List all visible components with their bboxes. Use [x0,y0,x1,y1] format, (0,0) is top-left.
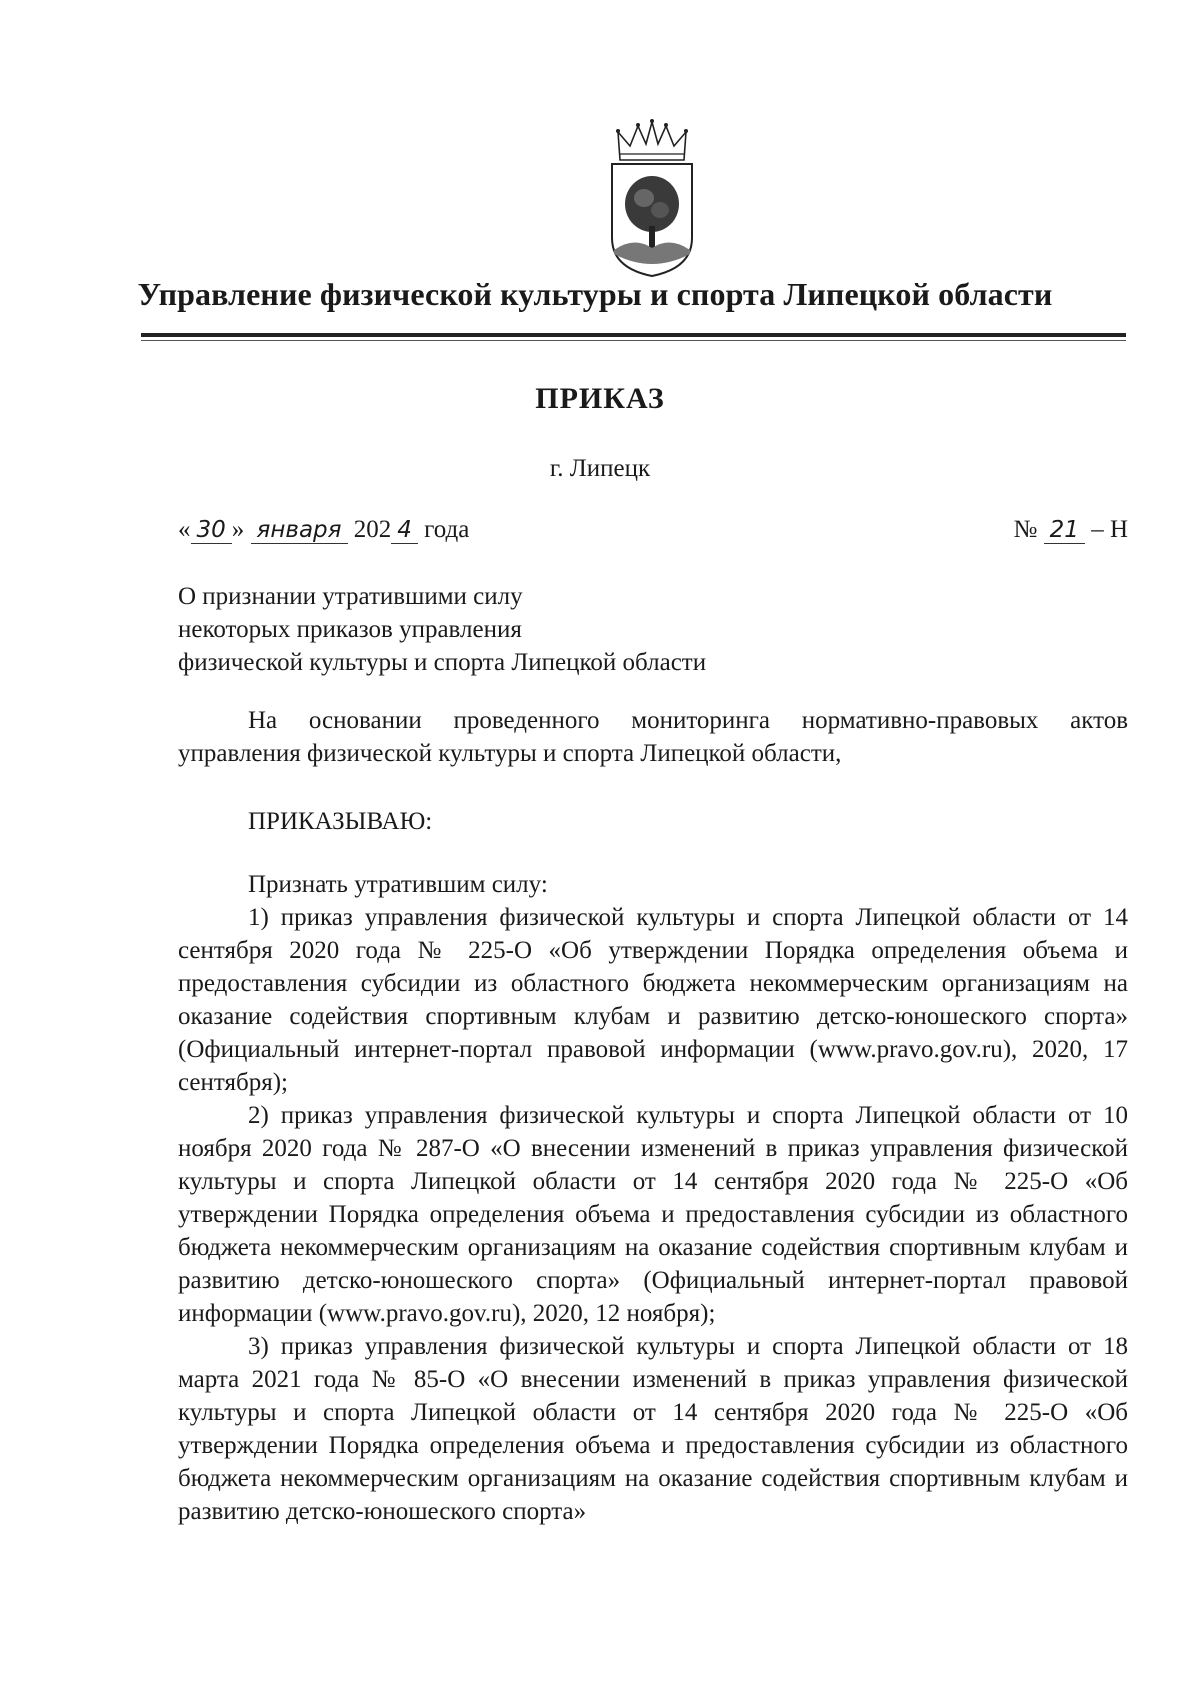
document-number [1014,516,1128,544]
number-value: 21 [1044,517,1085,544]
document-body [178,704,1128,1528]
list-item: 2) приказ управления физической культуры и спорта Липецкой области от 10 ноября 2020 года № 287-О «О внесении изменений в приказ управления физической культуры и спорта Липецкой области от 14 сентября 2020 года № 225-О «Об утверждении Порядка определения объема и предоставления субсидии из областного бюджета некоммерческим организациям на оказание содействия спортивным клубам и развитию детско-юношеского спорта» (Официальный интернет-портал правовой информации (www.pravo.gov.ru), 2020, 12 ноября); [178,1102,1128,1327]
list-item: 3) приказ управления физической культуры и спорта Липецкой области от 18 марта 2021 года № 85-О «О внесении изменений в приказ управления физической культуры и спорта Липецкой области от 14 сентября 2020 года № 225-О «Об утверждении Порядка определения объема и предоставления субсидии из областного бюджета некоммерческим организациям на оказание содействия спортивным клубам и развитию детско-юношеского спорта» [178,1333,1128,1525]
intro-paragraph: Признать утратившим силу: [248,871,548,898]
order-word: ПРИКАЗЫВАЮ: [248,808,433,835]
date-open-quote: « [178,516,191,543]
date-month: января [251,517,348,544]
header-divider-thin [141,340,1126,341]
document-city: г. Липецк [549,455,651,482]
document-date [178,516,469,544]
number-sign: № [1013,516,1038,543]
organization-name: Управление физической культуры и спорта Липецкой области [137,276,1053,312]
date-year-prefix: 202 [353,516,392,543]
date-year-word: года [424,516,470,543]
preamble-paragraph: На основании проведенного мониторинга нормативно-правовых актов управления физической культуры и спорта Липецкой области, [178,707,1128,767]
document-subject [178,580,706,679]
date-close-quote: » [231,516,245,543]
subject-line: О признании утратившими силу [178,583,523,610]
subject-line: некоторых приказов управления [178,616,522,643]
number-suffix: – Н [1091,516,1128,543]
subject-line: физической культуры и спорта Липецкой области [178,649,707,676]
date-day: 30 [191,517,232,544]
list-item: 1) приказ управления физической культуры и спорта Липецкой области от 14 сентября 2020 года № 225-О «Об утверждении Порядка определения объема и предоставления субсидии из областного бюджета некоммерческим организациям на оказание содействия спортивным клубам и развитию детско-юношеского спорта» (Официальный интернет-портал правовой информации (www.pravo.gov.ru), 2020, 17 сентября); [178,904,1128,1096]
lipetsk-oblast-coat-of-arms-icon [604,118,700,278]
header-divider [141,333,1126,337]
document-type: ПРИКАЗ [535,382,665,415]
date-year-suffix: 4 [391,517,418,544]
